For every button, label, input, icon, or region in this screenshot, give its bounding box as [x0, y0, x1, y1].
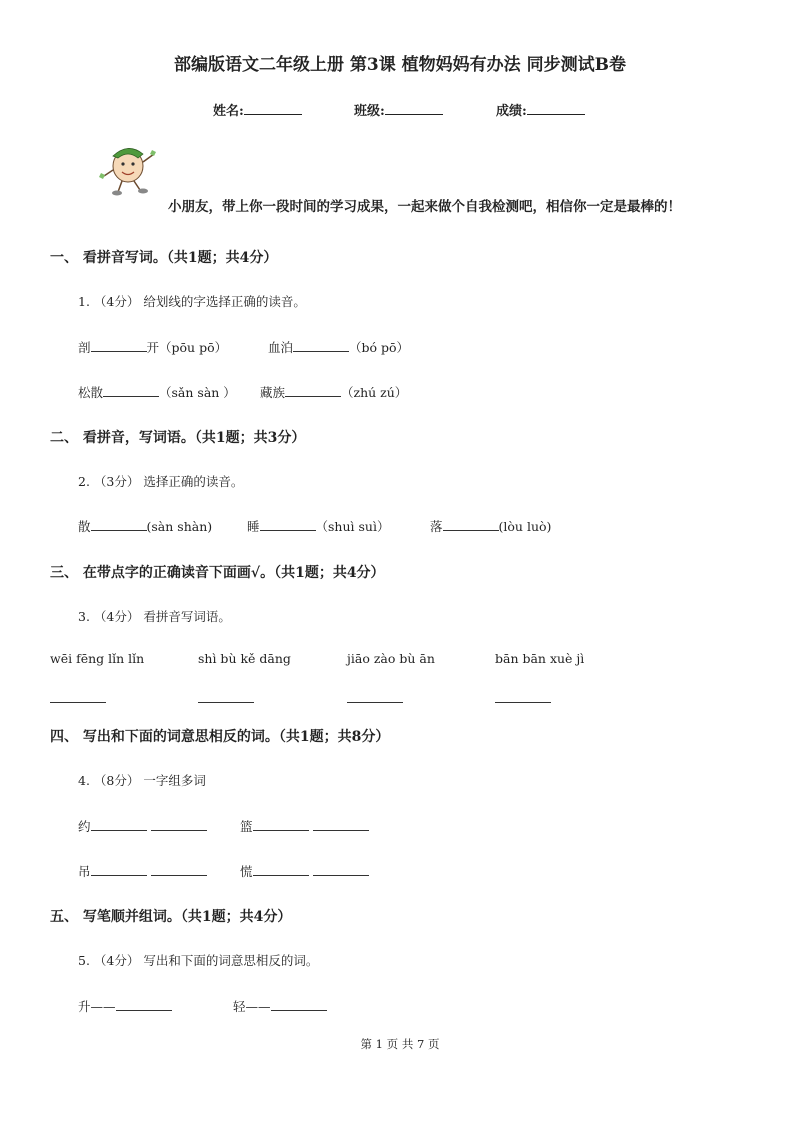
page-number: 第 1 页 共 7 页: [360, 1037, 440, 1051]
answer-blank[interactable]: [495, 690, 551, 703]
q2-item-3-pinyin: (lòu luò): [498, 519, 552, 534]
answer-blank[interactable]: [347, 690, 403, 703]
answer-blank[interactable]: [198, 690, 254, 703]
answer-blank[interactable]: [271, 998, 327, 1011]
page-title: 部编版语文二年级上册 第3课 植物妈妈有办法 同步测试B卷: [174, 55, 626, 75]
answer-blank[interactable]: [253, 863, 309, 876]
score-label: 成绩:: [496, 104, 527, 119]
q4-item-3: [78, 862, 207, 880]
class-blank[interactable]: [385, 102, 443, 115]
question-4: 4. （8分） 一字组多词: [78, 773, 206, 788]
pinyin-3: jiāo zào bù ān: [347, 651, 435, 666]
name-blank[interactable]: [244, 102, 302, 115]
name-label: 姓名:: [213, 104, 244, 119]
section-5-heading: 五、 写笔顺并组词。（共1题；共4分）: [50, 909, 292, 925]
intro-text: 小朋友，带上你一段时间的学习成果，一起来做个自我检测吧，相信你一定是最棒的！: [168, 199, 681, 215]
q4-item-4: [240, 862, 369, 880]
answer-blank[interactable]: [151, 818, 207, 831]
answer-blank[interactable]: [50, 690, 106, 703]
class-label: 班级:: [354, 104, 385, 119]
q2-item-1-char: 散: [78, 519, 91, 534]
answer-blank[interactable]: [313, 818, 369, 831]
mascot-illustration: [98, 140, 164, 198]
answer-blank[interactable]: [313, 863, 369, 876]
answer-blank[interactable]: [91, 818, 147, 831]
question-2: 2. （3分） 选择正确的读音。: [78, 474, 244, 489]
q4-item-1-char: 约: [78, 819, 91, 834]
answer-blank[interactable]: [253, 818, 309, 831]
answer-blank[interactable]: [443, 518, 499, 531]
q2-item-3: [430, 517, 551, 535]
q5-item-1: [78, 997, 172, 1015]
section-2-heading: 二、 看拼音，写词语。（共1题；共3分）: [50, 430, 306, 446]
q5-item-1-char: 升——: [78, 999, 116, 1014]
q1-item-3-char: 松散: [78, 385, 104, 400]
q1-item-2-pinyin: （bó pō）: [349, 340, 410, 355]
question-3: 3. （4分） 看拼音写词语。: [78, 609, 231, 624]
section-1-heading: 一、 看拼音写词。（共1题；共4分）: [50, 250, 278, 266]
q1-item-3: [78, 383, 236, 401]
answer-blank[interactable]: [116, 998, 172, 1011]
answer-blank[interactable]: [103, 384, 159, 397]
score-blank[interactable]: [527, 102, 585, 115]
class-field[interactable]: [354, 100, 443, 119]
q2-item-1-pinyin: (sàn shàn): [146, 519, 213, 534]
q4-item-1: [78, 817, 207, 835]
q2-item-1: [78, 517, 212, 535]
q1-item-1-pinyin: 开（pōu pō）: [146, 340, 228, 355]
q2-item-2-pinyin: （shuì suì）: [315, 519, 390, 534]
q2-item-3-char: 落: [430, 519, 443, 534]
score-field[interactable]: [496, 100, 585, 119]
name-field[interactable]: [213, 100, 302, 119]
pinyin-1: wēi fēng lǐn lǐn: [50, 651, 145, 666]
q1-item-2: [268, 338, 409, 356]
q1-item-1-char: 剖: [78, 340, 91, 355]
q1-item-4-char: 藏族: [260, 385, 286, 400]
q4-item-3-char: 吊: [78, 864, 91, 879]
answer-blank[interactable]: [91, 863, 147, 876]
q4-item-2: [240, 817, 369, 835]
pinyin-2: shì bù kě dāng: [198, 651, 291, 666]
q1-item-3-pinyin: （sǎn sàn ）: [159, 385, 236, 400]
answer-blank[interactable]: [285, 384, 341, 397]
section-4-heading: 四、 写出和下面的词意思相反的词。（共1题；共8分）: [50, 729, 390, 745]
q4-item-4-char: 慌: [240, 864, 253, 879]
pinyin-4: bān bān xuè jì: [495, 651, 585, 666]
q4-item-2-char: 篮: [240, 819, 253, 834]
question-5: 5. （4分） 写出和下面的词意思相反的词。: [78, 953, 319, 968]
question-1: 1. （4分） 给划线的字选择正确的读音。: [78, 294, 306, 309]
q1-item-1: [78, 338, 227, 356]
section-3-heading: 三、 在带点字的正确读音下面画√。（共1题；共4分）: [50, 565, 385, 581]
answer-blank[interactable]: [91, 339, 147, 352]
answer-blank[interactable]: [91, 518, 147, 531]
answer-blank[interactable]: [293, 339, 349, 352]
answer-blank[interactable]: [151, 863, 207, 876]
q1-item-2-char: 血泊: [268, 340, 294, 355]
q5-item-2: [233, 997, 327, 1015]
q5-item-2-char: 轻——: [233, 999, 271, 1014]
q2-item-2-char: 睡: [247, 519, 260, 534]
q1-item-4: [260, 383, 407, 401]
q2-item-2: [247, 517, 389, 535]
q1-item-4-pinyin: （zhú zú）: [341, 385, 408, 400]
answer-blank[interactable]: [260, 518, 316, 531]
